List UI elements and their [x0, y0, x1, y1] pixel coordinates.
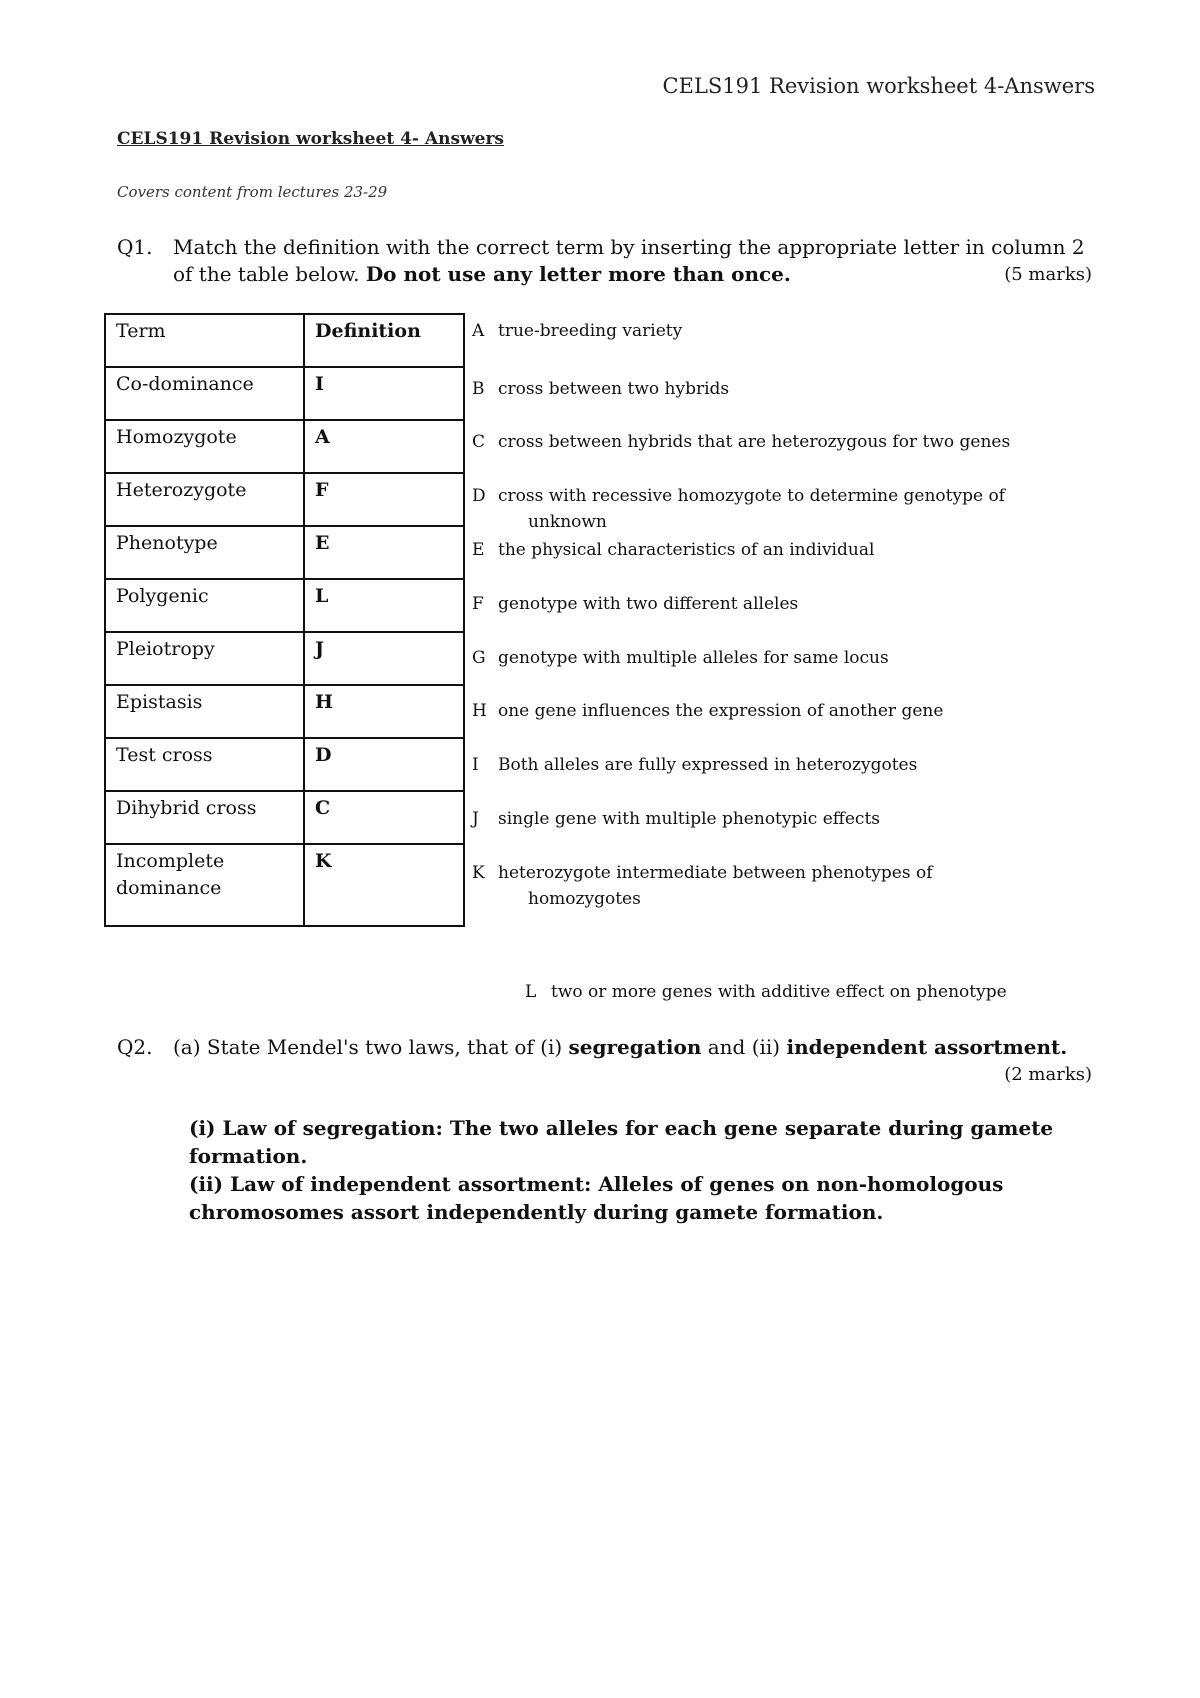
- definition-text: the physical characteristics of an individual: [498, 540, 875, 560]
- answer-law-of-independent-assortment: (ii) Law of independent assortment: Alleles of genes on non-homologous chromosomes assort independently during gamete formation.: [189, 1172, 1004, 1224]
- definition-item: [525, 982, 1007, 1002]
- definition-item: [472, 591, 798, 617]
- question-emphasis: Do not use any letter more than once.: [365, 262, 791, 286]
- question-text: [173, 1034, 1092, 1061]
- definition-text: cross between two hybrids: [498, 379, 730, 399]
- definition-cell: D: [304, 738, 464, 791]
- term-cell: Co-dominance: [105, 367, 304, 420]
- definition-text: single gene with multiple phenotypic effects: [498, 809, 881, 829]
- question-prompt: Match the definition with the correct term by inserting the appropriate letter in column 2 of the table below.: [173, 235, 1085, 286]
- definition-item: [472, 483, 1005, 535]
- table-row: [105, 685, 464, 738]
- term-independent-assortment: independent assortment.: [786, 1035, 1068, 1059]
- table-row: [105, 844, 464, 926]
- table-row: [105, 791, 464, 844]
- definition-text: one gene influences the expression of another gene: [498, 701, 944, 721]
- definition-text: cross between hybrids that are heterozygous for two genes: [498, 432, 1011, 452]
- table-row: [105, 526, 464, 579]
- term-cell: Test cross: [105, 738, 304, 791]
- definition-text: true-breeding variety: [498, 321, 683, 341]
- definition-letter: A: [472, 321, 485, 341]
- definition-letter: L: [525, 982, 537, 1002]
- term-cell: Dihybrid cross: [105, 791, 304, 844]
- term-cell: Pleiotropy: [105, 632, 304, 685]
- definition-item: [472, 752, 917, 778]
- definition-letter: H: [472, 701, 487, 721]
- definition-item: [472, 645, 889, 671]
- table-row: [105, 632, 464, 685]
- definition-item: [472, 318, 682, 344]
- definition-letter: J: [472, 809, 479, 829]
- definition-letter: F: [472, 594, 484, 614]
- definition-text: heterozygote intermediate between phenotypes of: [498, 863, 933, 883]
- definition-letter: D: [472, 486, 486, 506]
- definition-cell: J: [304, 632, 464, 685]
- definition-item: [472, 376, 729, 402]
- definition-cell: I: [304, 367, 464, 420]
- question-number: Q2.: [117, 1035, 153, 1059]
- term-cell: Epistasis: [105, 685, 304, 738]
- definition-letter: K: [472, 863, 485, 883]
- definition-text: genotype with multiple alleles for same locus: [498, 648, 889, 668]
- term-cell: Heterozygote: [105, 473, 304, 526]
- definition-text: two or more genes with additive effect on phenotype: [551, 982, 1007, 1002]
- definition-cell: H: [304, 685, 464, 738]
- definition-letter: C: [472, 432, 486, 452]
- definition-cell: C: [304, 791, 464, 844]
- running-header: CELS191 Revision worksheet 4-Answers: [662, 74, 1095, 98]
- term-cell: Incomplete dominance: [105, 844, 304, 926]
- term-cell: Phenotype: [105, 526, 304, 579]
- table-row: [105, 473, 464, 526]
- definition-cell: L: [304, 579, 464, 632]
- table-row: [105, 420, 464, 473]
- definition-item: [472, 860, 932, 912]
- definition-text-continued: unknown: [528, 512, 607, 532]
- definition-item: [472, 429, 1010, 455]
- question-number: Q1.: [117, 235, 153, 259]
- column-header-definition: Definition: [304, 314, 464, 367]
- definition-cell: A: [304, 420, 464, 473]
- definition-item: [472, 537, 874, 563]
- question-text: [173, 234, 1092, 288]
- question-connector: and (ii): [707, 1035, 781, 1059]
- table-row: [105, 367, 464, 420]
- definition-letter: B: [472, 379, 485, 399]
- definition-item: [472, 698, 943, 724]
- terms-table: [104, 313, 465, 927]
- definition-text: cross with recessive homozygote to determine genotype of: [498, 486, 1005, 506]
- definition-letter: E: [472, 540, 485, 560]
- table-row: [105, 738, 464, 791]
- document-title: CELS191 Revision worksheet 4- Answers: [117, 129, 504, 149]
- answer-law-of-segregation: (i) Law of segregation: The two alleles for each gene separate during gamete formation.: [189, 1116, 1054, 1168]
- definition-text-continued: homozygotes: [528, 889, 641, 909]
- definition-cell: E: [304, 526, 464, 579]
- definition-cell: K: [304, 844, 464, 926]
- definition-text: genotype with two different alleles: [498, 594, 799, 614]
- definition-text: Both alleles are fully expressed in heterozygotes: [498, 755, 918, 775]
- marks-label: (5 marks): [1004, 264, 1092, 285]
- definition-letter: I: [472, 755, 479, 775]
- question-1: [117, 234, 1092, 288]
- term-segregation: segregation: [568, 1035, 702, 1059]
- question-2: [117, 1034, 1092, 1085]
- term-cell: Homozygote: [105, 420, 304, 473]
- question-prompt: (a) State Mendel's two laws, that of (i): [173, 1035, 563, 1059]
- definition-cell: F: [304, 473, 464, 526]
- answers-block: [189, 1114, 1089, 1226]
- term-cell: Polygenic: [105, 579, 304, 632]
- definition-item: [472, 806, 880, 832]
- marks-label: (2 marks): [1004, 1064, 1092, 1085]
- column-header-term: Term: [105, 314, 304, 367]
- table-row: [105, 579, 464, 632]
- document-subtitle: Covers content from lectures 23-29: [117, 183, 388, 201]
- table-header-row: [105, 314, 464, 367]
- definition-letter: G: [472, 648, 486, 668]
